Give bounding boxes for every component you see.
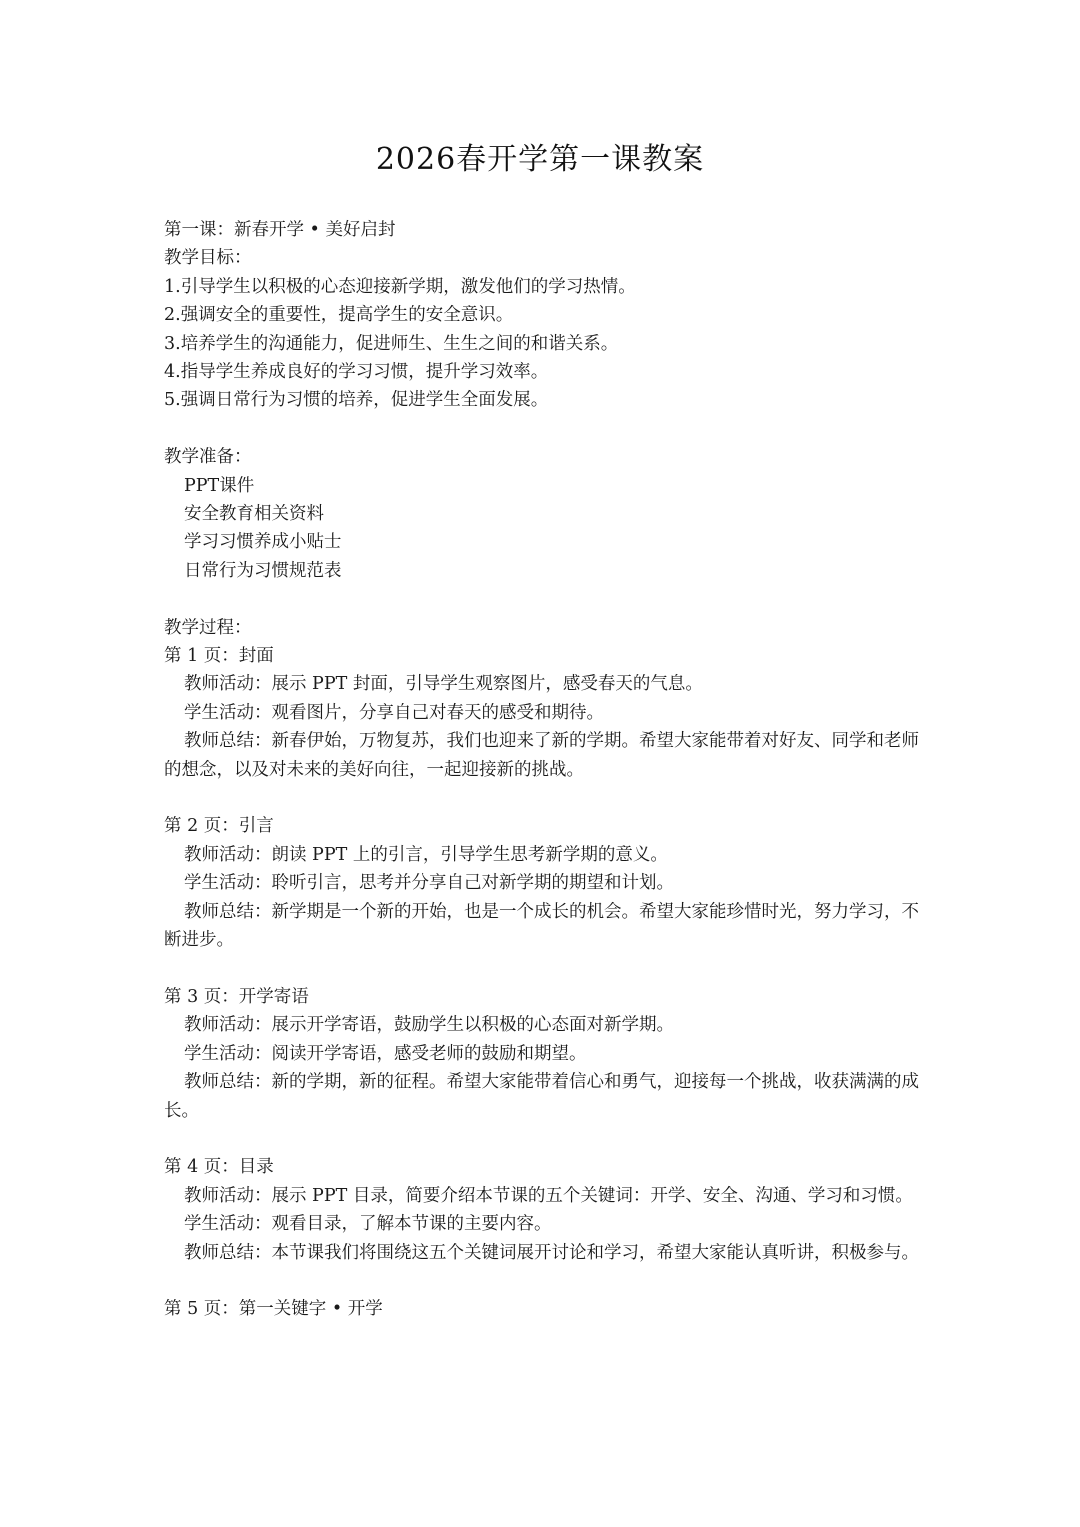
process-heading: 教学过程： bbox=[164, 617, 252, 638]
spacer bbox=[164, 1267, 924, 1295]
prep-item-3: 学习习惯养成小贴士 bbox=[184, 532, 342, 553]
spacer bbox=[164, 784, 924, 812]
page-1-teacher-activity: 教师活动：展示 PPT 封面，引导学生观察图片，感受春天的气息。 bbox=[184, 674, 703, 695]
page-3-title: 第 3 页：开学寄语 bbox=[164, 986, 309, 1007]
goals-heading: 教学目标： bbox=[164, 248, 252, 269]
page-4-title: 第 4 页：目录 bbox=[164, 1157, 274, 1178]
page-5-title: 第 5 页：第一关键字 • 开学 bbox=[164, 1299, 383, 1320]
page-1-student-activity: 学生活动：观看图片，分享自己对春天的感受和期待。 bbox=[184, 702, 604, 723]
document-body bbox=[164, 216, 924, 1324]
page-2-teacher-summary: 教师总结：新学期是一个新的开始，也是一个成长的机会。希望大家能珍惜时光，努力学习，不断进步。 bbox=[164, 901, 919, 951]
spacer bbox=[164, 1125, 924, 1153]
page-1-title: 第 1 页：封面 bbox=[164, 646, 274, 667]
spacer bbox=[164, 955, 924, 983]
goal-item-4: 4.指导学生养成良好的学习习惯，提升学习效率。 bbox=[164, 362, 549, 383]
prep-item-2: 安全教育相关资料 bbox=[184, 504, 324, 525]
spacer bbox=[164, 585, 924, 613]
page-1-teacher-summary: 教师总结：新春伊始，万物复苏，我们也迎来了新的学期。希望大家能带着对好友、同学和老师的想念，以及对未来的美好向往，一起迎接新的挑战。 bbox=[164, 731, 919, 780]
page-2-student-activity: 学生活动：聆听引言，思考并分享自己对新学期的期望和计划。 bbox=[184, 873, 674, 894]
page-2-title: 第 2 页：引言 bbox=[164, 816, 274, 837]
goal-item-3: 3.培养学生的沟通能力，促进师生、生生之间的和谐关系。 bbox=[164, 333, 619, 354]
page-3-teacher-summary: 教师总结：新的学期，新的征程。希望大家能带着信心和勇气，迎接每一个挑战，收获满满的成长。 bbox=[164, 1072, 919, 1121]
page-title: 2026春开学第一课教案 bbox=[375, 142, 705, 177]
goal-item-2: 2.强调安全的重要性，提高学生的安全意识。 bbox=[164, 305, 514, 326]
prep-item-1: PPT课件 bbox=[184, 475, 255, 496]
page-4-student-activity: 学生活动：观看目录，了解本节课的主要内容。 bbox=[184, 1214, 552, 1235]
page-3-teacher-activity: 教师活动：展示开学寄语，鼓励学生以积极的心态面对新学期。 bbox=[184, 1015, 674, 1036]
goal-item-5: 5.强调日常行为习惯的培养，促进学生全面发展。 bbox=[164, 390, 549, 411]
prep-heading: 教学准备： bbox=[164, 447, 252, 468]
page-4-teacher-activity: 教师活动：展示 PPT 目录，简要介绍本节课的五个关键词：开学、安全、沟通、学习和习惯。 bbox=[184, 1185, 913, 1206]
page-3-student-activity: 学生活动：阅读开学寄语，感受老师的鼓励和期望。 bbox=[184, 1043, 587, 1064]
lesson-title: 第一课：新春开学 • 美好启封 bbox=[164, 220, 396, 240]
page-4-teacher-summary: 教师总结：本节课我们将围绕这五个关键词展开讨论和学习，希望大家能认真听讲，积极参与。 bbox=[184, 1242, 919, 1263]
page-2-teacher-activity: 教师活动：朗读 PPT 上的引言，引导学生思考新学期的意义。 bbox=[184, 844, 668, 865]
prep-item-4: 日常行为习惯规范表 bbox=[184, 560, 342, 581]
goal-item-1: 1.引导学生以积极的心态迎接新学期，激发他们的学习热情。 bbox=[164, 276, 636, 297]
spacer bbox=[164, 415, 924, 443]
